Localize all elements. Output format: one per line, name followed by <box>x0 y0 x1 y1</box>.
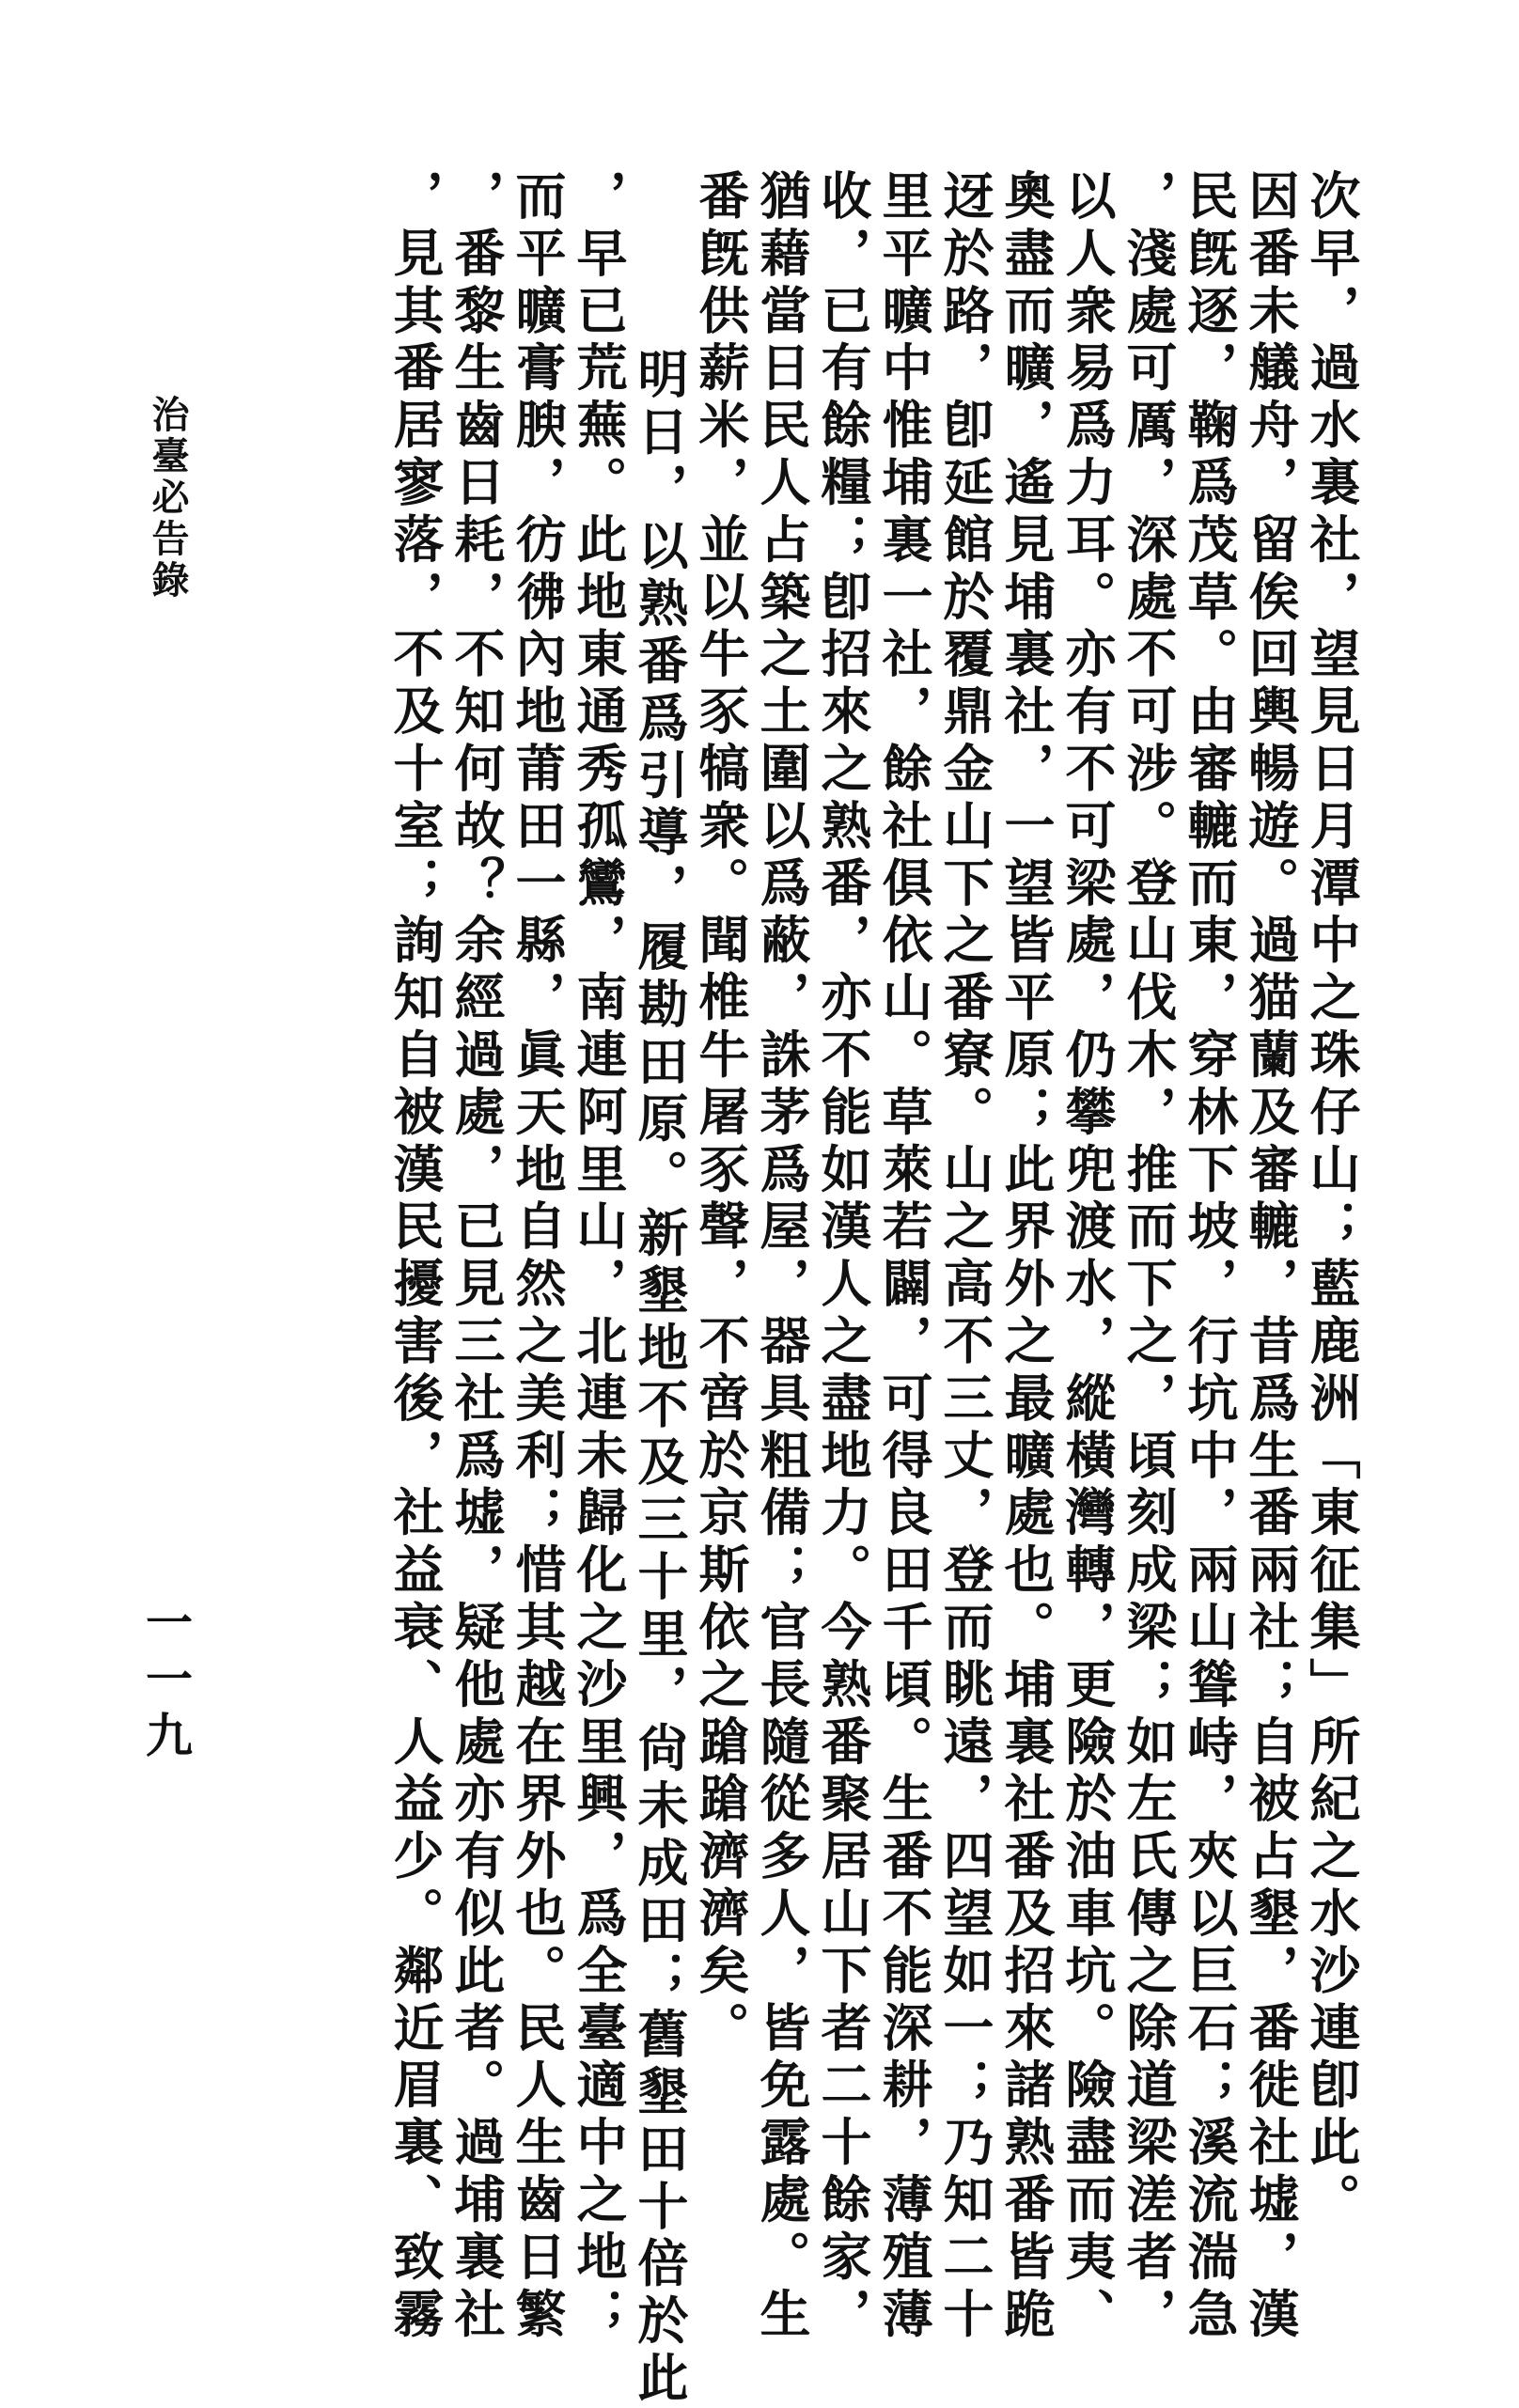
text-column-6: 奧盡而曠，遙見埔裏社，一望皆平原；此界外之最曠處也。埔裏社番及招來諸熟番皆跪 <box>996 169 1057 2345</box>
book-title: 治臺必告錄 <box>146 395 190 602</box>
page-number: 一一九 <box>138 1598 194 1767</box>
text-column-16: ，見其番居寥落，不及十室；詢知自被漢民擾害後，社益衰、人益少。鄰近眉裏、致霧 <box>385 169 446 2345</box>
text-column-4: ，淺處可厲，深處不可涉。登山伐木，推而下之，頃刻成梁；如左氏傳之除道梁溠者， <box>1119 169 1179 2345</box>
text-column-7: 迓於路，卽延館於覆鼎金山下之番寮。山之高不三丈，登而眺遠，四望如一；乃知二十 <box>935 169 995 2345</box>
text-column-14: 而平曠膏腴，彷彿內地莆田一縣，眞天地自然之美利；惜其越在界外也。民人生齒日繁 <box>508 169 568 2345</box>
text-column-11: 番旣供薪米，並以牛豕犒衆。聞椎牛屠豕聲，不啻於京斯依之蹌蹌濟濟矣。 <box>691 169 751 2058</box>
text-column-5: 以人衆易爲力耳。亦有不可梁處，仍攀兜渡水，縱橫灣轉，更險於油車坑。險盡而夷、 <box>1057 169 1118 2345</box>
text-column-8: 里平曠中惟埔裏一社，餘社俱依山。草萊若闢，可得良田千頃。生番不能深耕，薄殖薄 <box>874 169 934 2345</box>
text-column-13: ，早已荒蕪。此地東通秀孤鸞，南連阿里山，北連未歸化之沙里興，爲全臺適中之地； <box>569 169 629 2345</box>
text-column-3: 民旣逐，鞠爲茂草。由審轆而東，穿林下坡，行坑中，兩山聳峙，夾以巨石；溪流湍急 <box>1180 169 1240 2345</box>
text-column-2: 因番未艤舟，留俟回輿暢遊。過猫蘭及審轆，昔爲生番兩社；自被占墾，番徙社墟，漢 <box>1241 169 1301 2345</box>
text-column-10: 猶藉當日民人占築之土圍以爲蔽，誅茅爲屋，器具粗備；官長隨從多人，皆免露處。生 <box>752 169 812 2345</box>
text-column-1: 次早，過水裏社，望見日月潭中之珠仔山；藍鹿洲「東征集」所紀之水沙連卽此。 <box>1302 169 1362 2230</box>
text-column-9: 收，已有餘糧；卽招來之熟番，亦不能如漢人之盡地力。今熟番聚居山下者二十餘家， <box>813 169 873 2345</box>
text-column-15: ，番黎生齒日耗，不知何故？余經過處，已見三社爲墟，疑他處亦有似此者。過埔裏社 <box>446 169 507 2345</box>
text-column-12: 明日，以熟番爲引導，履勘田原。新墾地不及三十里，尙未成田；舊墾田十倍於此 <box>630 348 690 2408</box>
